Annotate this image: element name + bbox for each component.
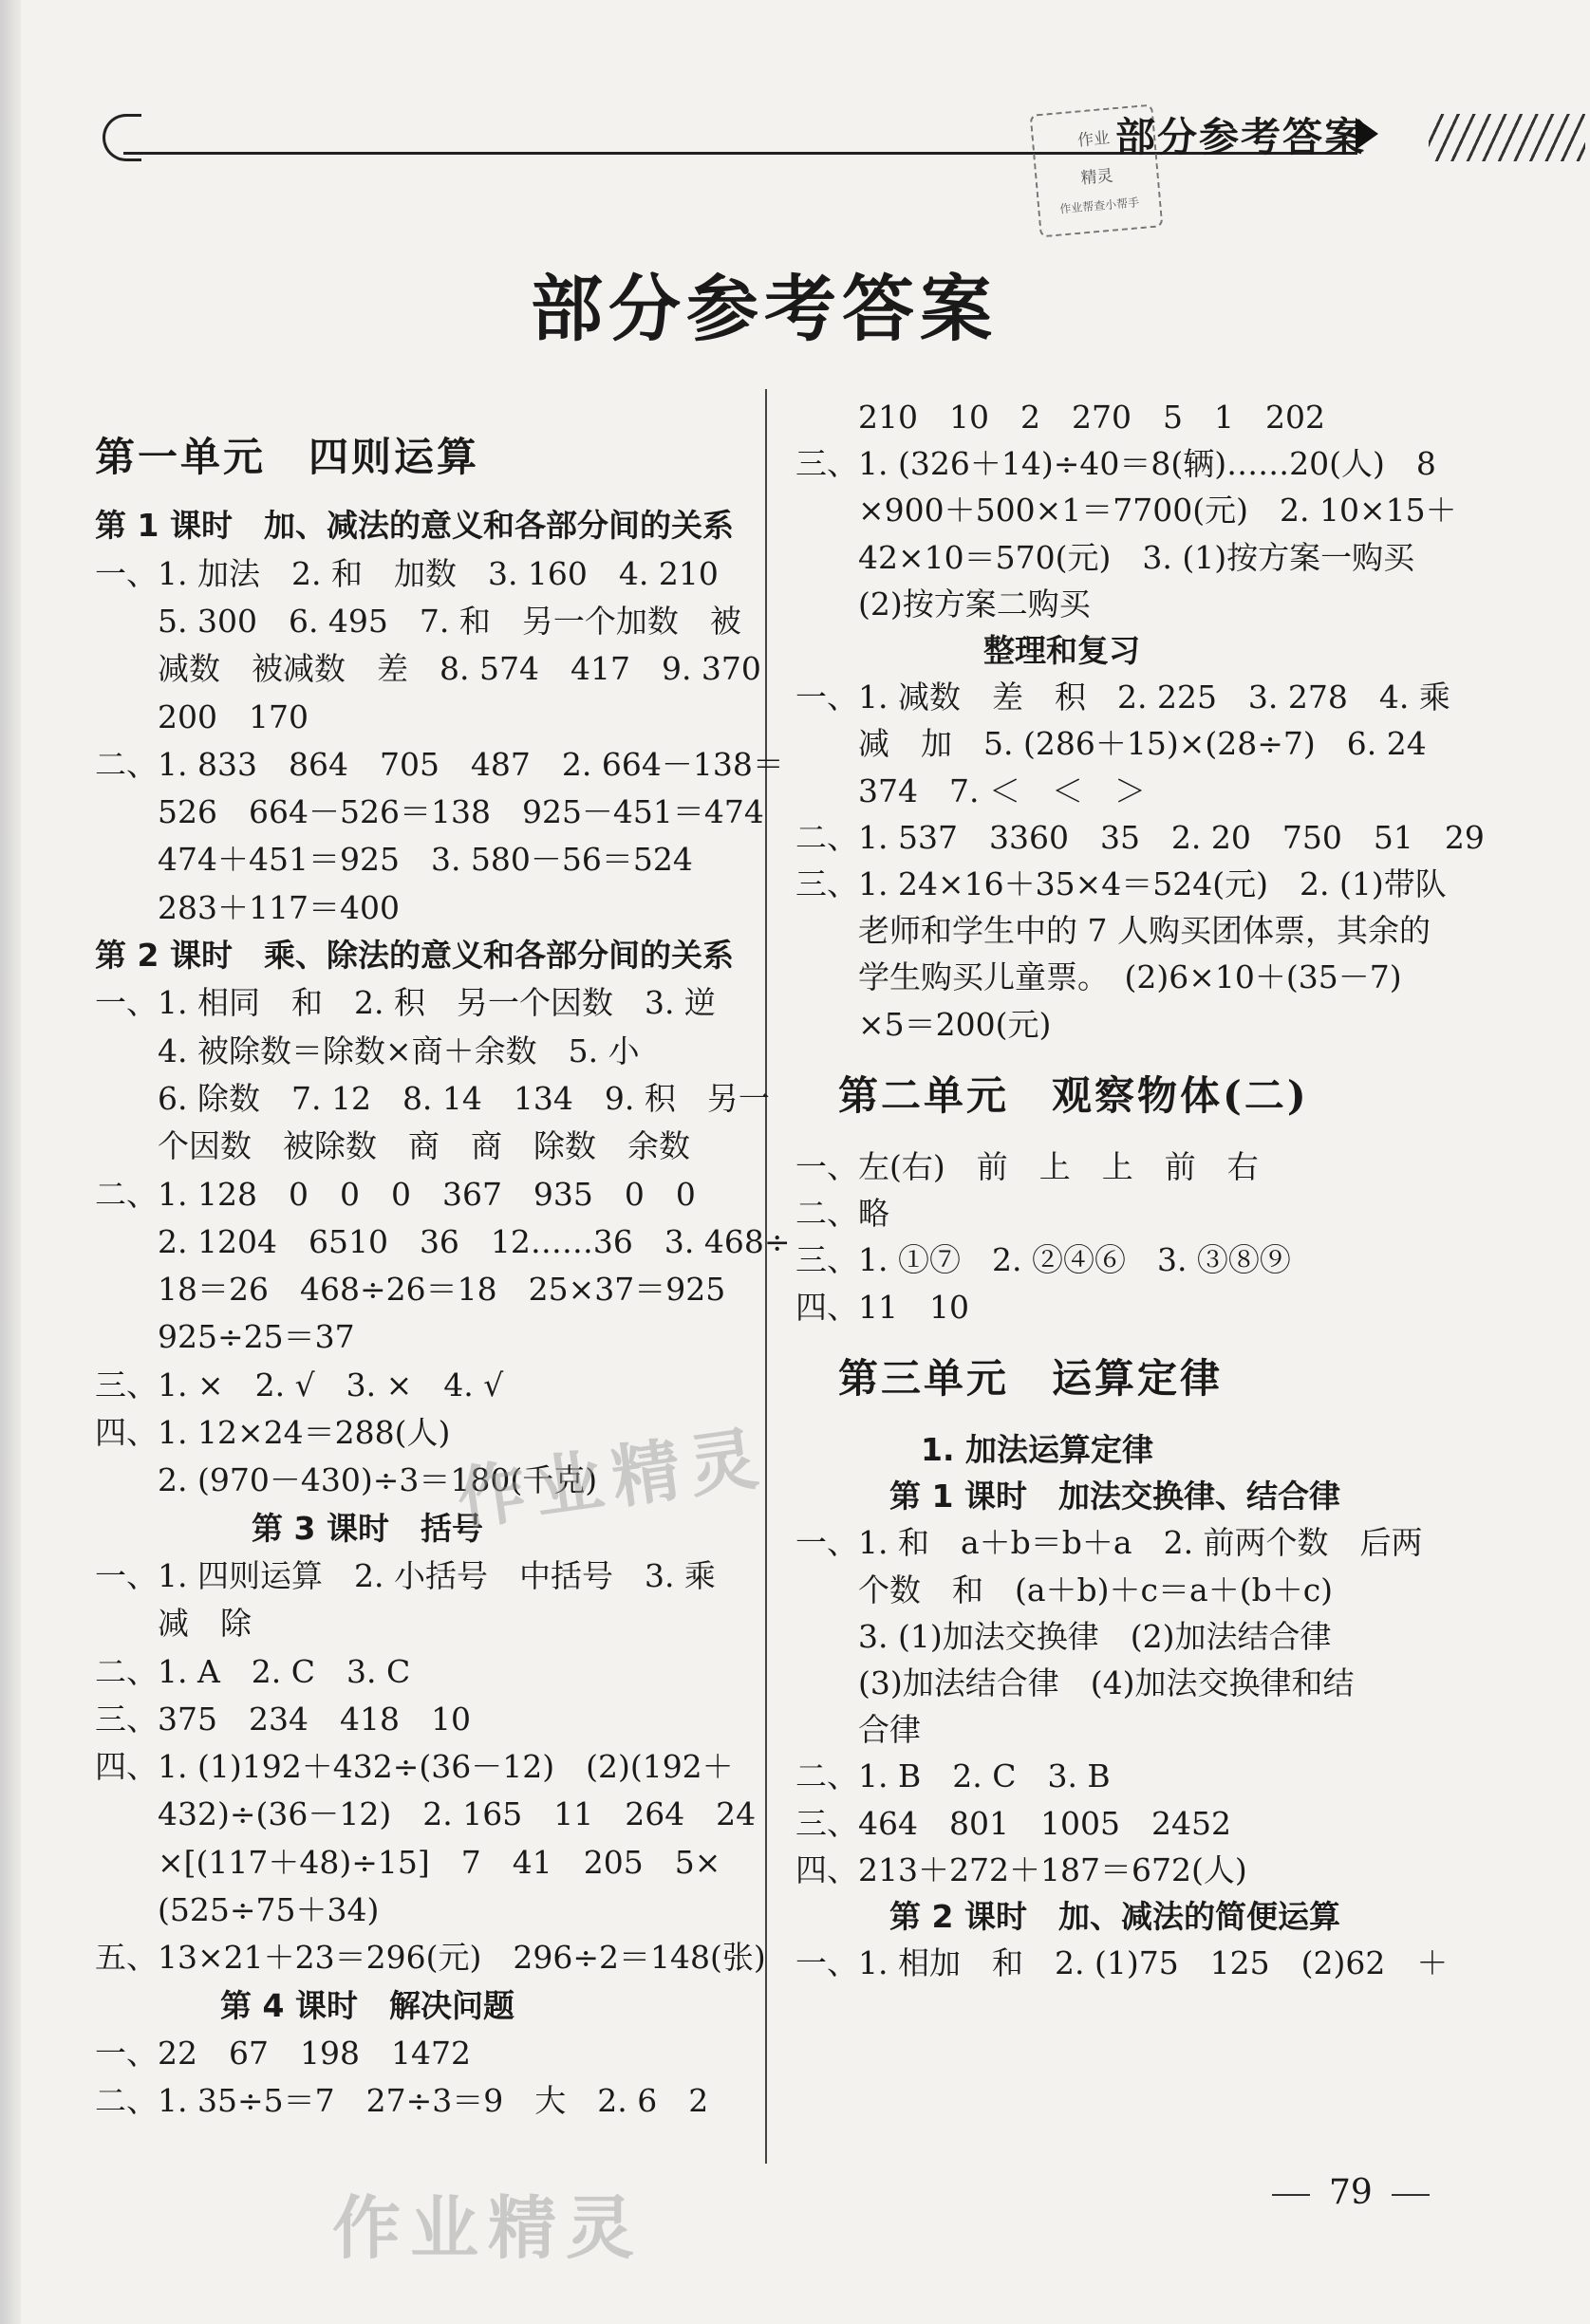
answer-line: 三、1. × 2. √ 3. × 4. √ xyxy=(95,1366,504,1404)
answer-line: 一、1. 加法 2. 和 加数 3. 160 4. 210 xyxy=(95,554,719,592)
lesson-heading: 1. 加法运算定律 xyxy=(795,1431,1153,1468)
answer-line: 925÷25＝37 xyxy=(95,1318,355,1356)
stamp-line-1: 作业 xyxy=(1076,128,1111,151)
stamp-line-3: 作业帮查小帮手 xyxy=(1058,195,1140,216)
answer-line: 减数 被减数 差 8. 574 417 9. 370 xyxy=(95,650,761,688)
answer-line: 二、1. 128 0 0 0 367 935 0 0 xyxy=(95,1175,696,1213)
answer-line: 18＝26 468÷26＝18 25×37＝925 xyxy=(95,1271,726,1309)
answer-line: (2)按方案二购买 xyxy=(795,585,1091,623)
answer-line: 二、1. 35÷5＝7 27÷3＝9 大 2. 6 2 xyxy=(95,2082,709,2120)
answer-line: ×5＝200(元) xyxy=(795,1005,1052,1043)
play-triangle-icon xyxy=(1356,118,1378,150)
header-title: 部分参考答案 xyxy=(1115,114,1367,160)
answer-line: 四、11 10 xyxy=(795,1288,969,1326)
answer-line: 一、1. 相加 和 2. (1)75 125 (2)62 ＋ xyxy=(795,1944,1449,1982)
answer-line: 减 除 xyxy=(95,1605,252,1643)
answer-line: 三、375 234 418 10 xyxy=(95,1700,471,1738)
answer-line: 一、1. 四则运算 2. 小括号 中括号 3. 乘 xyxy=(95,1556,716,1594)
lesson-heading: 第 2 课时 加、减法的简便运算 xyxy=(795,1898,1340,1935)
page-number: 79 xyxy=(1253,2173,1449,2212)
answer-line: 个数 和 (a＋b)＋c＝a＋(b＋c) xyxy=(795,1571,1334,1608)
watermark-text: 作业精灵 xyxy=(332,2188,645,2268)
answer-line: 432)÷(36－12) 2. 165 11 264 24 xyxy=(95,1795,757,1833)
answer-line: 3. (1)加法交换律 (2)加法结合律 xyxy=(795,1617,1332,1655)
answer-line: 二、1. 537 3360 35 2. 20 750 51 29 xyxy=(795,818,1485,856)
page-title: 部分参考答案 xyxy=(531,267,998,351)
answer-line: 一、1. 相同 和 2. 积 另一个因数 3. 逆 xyxy=(95,984,716,1022)
unit-heading: 第二单元 观察物体(二) xyxy=(795,1071,1309,1119)
answer-line: 二、1. A 2. C 3. C xyxy=(95,1652,411,1690)
answer-line: 200 170 xyxy=(95,697,309,735)
unit-heading: 第三单元 运算定律 xyxy=(795,1354,1224,1402)
answer-line: (525÷75＋34) xyxy=(95,1891,380,1928)
answer-line: 526 664－526＝138 925－451＝474 xyxy=(95,793,764,831)
answer-line: 合律 xyxy=(795,1711,921,1749)
answer-line: 三、1. (326＋14)÷40＝8(辆)……20(人) 8 xyxy=(795,445,1436,483)
unit-heading: 第一单元 四则运算 xyxy=(95,434,480,480)
answer-line: 学生购买儿童票。 (2)6×10＋(35－7) xyxy=(795,958,1402,996)
answer-line: 老师和学生中的 7 人购买团体票，其余的 xyxy=(795,912,1431,950)
answer-line: 四、1. 12×24＝288(人) xyxy=(95,1414,451,1451)
lesson-heading: 第 3 课时 括号 xyxy=(95,1509,483,1547)
header-hatch-decoration xyxy=(1429,114,1585,161)
answer-line: 一、1. 和 a＋b＝b＋a 2. 前两个数 后两 xyxy=(795,1524,1423,1562)
answer-line: ×900＋500×1＝7700(元) 2. 10×15＋ xyxy=(795,492,1457,530)
answer-line: 一、左(右) 前 上 上 前 右 xyxy=(795,1148,1259,1185)
answer-line: ×[(117＋48)÷15] 7 41 205 5× xyxy=(95,1843,721,1881)
answer-line: 四、1. (1)192＋432÷(36－12) (2)(192＋ xyxy=(95,1748,734,1786)
answer-line: 减 加 5. (286＋15)×(28÷7) 6. 24 xyxy=(795,725,1427,763)
lesson-heading: 第 4 课时 解决问题 xyxy=(95,1986,514,2024)
answer-line: 一、1. 减数 差 积 2. 225 3. 278 4. 乘 xyxy=(795,679,1450,716)
column-divider xyxy=(765,389,767,2164)
answer-line: 个因数 被除数 商 商 除数 余数 xyxy=(95,1127,690,1165)
answer-line: 三、464 801 1005 2452 xyxy=(795,1804,1231,1842)
answer-line: 4. 被除数＝除数×商＋余数 5. 小 xyxy=(95,1032,640,1069)
answer-line: 2. 1204 6510 36 12……36 3. 468÷ xyxy=(95,1222,791,1260)
answer-line: 四、213＋272＋187＝672(人) xyxy=(795,1850,1247,1888)
watermark-text: 作业精灵 xyxy=(452,1417,773,1540)
answer-line: 二、1. 833 864 705 487 2. 664－138＝ xyxy=(95,745,784,783)
answer-line: 三、1. ①⑦ 2. ②④⑥ 3. ③⑧⑨ xyxy=(795,1241,1291,1279)
answer-line: (3)加法结合律 (4)加法交换律和结 xyxy=(795,1664,1355,1701)
answer-line: 210 10 2 270 5 1 202 xyxy=(795,399,1325,436)
answer-line: 374 7. ＜ ＜ ＞ xyxy=(795,772,1146,809)
lesson-heading: 整理和复习 xyxy=(795,632,1140,669)
answer-line: 2. (970－430)÷3＝180(千克) xyxy=(95,1461,598,1499)
answer-line: 五、13×21＋23＝296(元) 296÷2＝148(张) xyxy=(95,1939,766,1977)
answer-line: 5. 300 6. 495 7. 和 另一个加数 被 xyxy=(95,602,741,640)
stamp-line-2: 精灵 xyxy=(1079,166,1114,189)
answer-line: 42×10＝570(元) 3. (1)按方案一购买 xyxy=(795,538,1415,576)
lesson-heading: 第 1 课时 加、减法的意义和各部分间的关系 xyxy=(95,507,734,545)
answer-line: 283＋117＝400 xyxy=(95,888,400,926)
lesson-heading: 第 1 课时 加法交换律、结合律 xyxy=(795,1478,1340,1515)
answer-line: 三、1. 24×16＋35×4＝524(元) 2. (1)带队 xyxy=(795,865,1447,902)
answer-line: 474＋451＝925 3. 580－56＝524 xyxy=(95,841,693,879)
answer-line: 一、22 67 198 1472 xyxy=(95,2034,471,2072)
answer-line: 二、略 xyxy=(795,1195,889,1233)
answer-line: 二、1. B 2. C 3. B xyxy=(795,1757,1111,1795)
lesson-heading: 第 2 课时 乘、除法的意义和各部分间的关系 xyxy=(95,937,734,974)
answer-line: 6. 除数 7. 12 8. 14 134 9. 积 另一 xyxy=(95,1079,770,1117)
